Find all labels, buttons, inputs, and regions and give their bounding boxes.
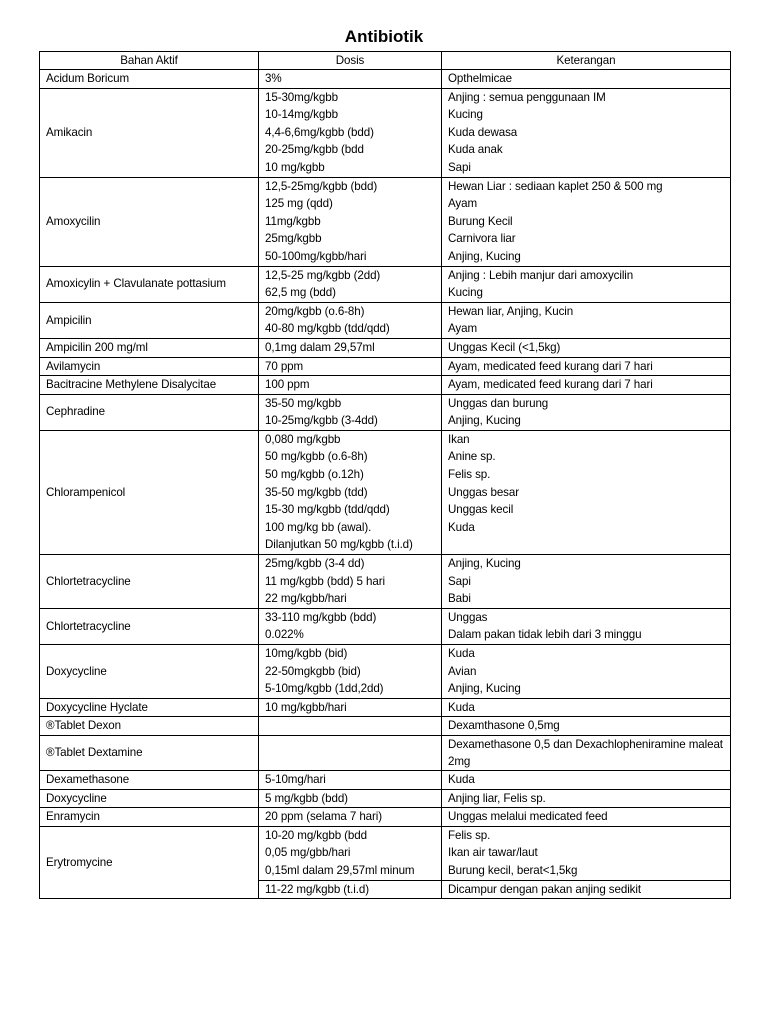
note-line: Anjing liar, Felis sp.: [448, 791, 546, 805]
table-row: [40, 357, 731, 376]
page-title: Antibiotik: [344, 27, 424, 46]
dose-line: 25mg/kgbb (3-4 dd): [265, 557, 365, 571]
dose-cell: [259, 430, 442, 554]
table-row: [40, 735, 731, 770]
note-cell: [442, 266, 731, 302]
dose-cell: [259, 789, 442, 808]
active-ingredient-cell: Chlortetracycline: [40, 555, 259, 609]
note-cell: [442, 645, 731, 699]
dose-line: 10-25mg/kgbb (3-4dd): [265, 414, 378, 428]
active-ingredient-cell: Doxycycline: [40, 789, 259, 808]
table-row: [40, 555, 731, 609]
note-line: Ayam, medicated feed kurang dari 7 hari: [448, 378, 653, 392]
table-row: [40, 70, 731, 89]
note-line: Dexamethasone 0,5 dan Dexachlopheniramine maleat 2mg: [448, 737, 723, 768]
antibiotic-table: [39, 51, 731, 899]
note-line: Anjing, Kucing: [448, 414, 521, 428]
dose-line: 11mg/kgbb: [265, 214, 321, 228]
note-line: Ayam: [448, 322, 478, 336]
dose-line: [265, 744, 435, 762]
dose-line: [265, 717, 435, 735]
note-line: Unggas melalui medicated feed: [448, 810, 608, 824]
dose-cell: [259, 698, 442, 717]
note-cell: [442, 808, 731, 827]
dose-line: 10-14mg/kgbb: [265, 108, 338, 122]
dose-cell: [259, 88, 442, 177]
table-row: [40, 302, 731, 338]
dose-line: 100 mg/kg bb (awal).: [265, 520, 372, 534]
note-line: Hewan liar, Anjing, Kucin: [448, 304, 574, 318]
dose-line: 35-50 mg/kgbb: [265, 396, 342, 410]
dose-line: 5-10mg/kgbb (1dd,2dd): [265, 682, 384, 696]
dose-line: 0,15ml dalam 29,57ml minum: [265, 863, 415, 877]
note-cell: [442, 430, 731, 554]
note-line: Dexamthasone 0,5mg: [448, 719, 560, 733]
note-line: Anjing, Kucing: [448, 557, 521, 571]
dose-line: 11 mg/kgbb (bdd) 5 hari: [265, 574, 385, 588]
active-ingredient-cell: Amoxicylin + Clavulanate pottasium: [40, 266, 259, 302]
dose-cell: [259, 880, 442, 899]
dose-cell: [259, 826, 442, 880]
dose-line: 4,4-6,6mg/kgbb (bdd): [265, 125, 374, 139]
header-keterangan: Keterangan: [442, 52, 731, 70]
dose-cell: [259, 70, 442, 89]
dose-line: 15-30 mg/kgbb (tdd/qdd): [265, 503, 390, 517]
dose-line: 40-80 mg/kgbb (tdd/qdd): [265, 322, 390, 336]
dose-cell: [259, 177, 442, 266]
header-dosis: Dosis: [259, 52, 442, 70]
note-line: Kuda: [448, 700, 475, 714]
note-line: Babi: [448, 592, 471, 606]
table-row: [40, 770, 731, 789]
note-cell: [442, 338, 731, 357]
note-line: Ikan air tawar/laut: [448, 846, 538, 860]
table-row: [40, 826, 731, 880]
note-line: [448, 536, 724, 554]
dose-line: 22 mg/kgbb/hari: [265, 592, 347, 606]
dose-line: 0,080 mg/kgbb: [265, 432, 341, 446]
dose-cell: [259, 608, 442, 644]
note-cell: [442, 826, 731, 880]
note-cell: [442, 70, 731, 89]
dose-cell: [259, 394, 442, 430]
note-line: Unggas kecil: [448, 503, 514, 517]
note-line: Dalam pakan tidak lebih dari 3 minggu: [448, 628, 642, 642]
note-cell: [442, 880, 731, 899]
dose-cell: [259, 735, 442, 770]
note-cell: [442, 394, 731, 430]
note-line: Anine sp.: [448, 450, 496, 464]
dose-cell: [259, 555, 442, 609]
active-ingredient-cell: Doxycycline Hyclate: [40, 698, 259, 717]
table-row: [40, 394, 731, 430]
dose-line: 12,5-25mg/kgbb (bdd): [265, 179, 378, 193]
note-cell: [442, 717, 731, 736]
active-ingredient-cell: Dexamethasone: [40, 770, 259, 789]
active-ingredient-cell: Amoxycilin: [40, 177, 259, 266]
note-line: Anjing : Lebih manjur dari amoxycilin: [448, 268, 634, 282]
dose-line: 20 ppm (selama 7 hari): [265, 810, 383, 824]
dose-line: 0,1mg dalam 29,57ml: [265, 340, 375, 354]
note-line: Unggas Kecil (<1,5kg): [448, 340, 561, 354]
note-line: Carnivora liar: [448, 232, 516, 246]
note-line: Kuda: [448, 520, 475, 534]
dose-line: 0.022%: [265, 628, 304, 642]
note-line: Kuda: [448, 647, 475, 660]
dose-cell: [259, 266, 442, 302]
active-ingredient-cell: ®Tablet Dextamine: [40, 735, 259, 770]
dose-line: 5-10mg/hari: [265, 772, 326, 786]
dose-cell: [259, 808, 442, 827]
note-line: Felis sp.: [448, 468, 491, 482]
note-line: Unggas besar: [448, 485, 519, 499]
note-cell: [442, 789, 731, 808]
note-line: Kucing: [448, 108, 483, 122]
active-ingredient-cell: Erytromycine: [40, 826, 259, 898]
table-row: [40, 608, 731, 644]
note-line: Hewan Liar : sediaan kaplet 250 & 500 mg: [448, 179, 663, 193]
table-row: [40, 430, 731, 554]
note-line: Kuda anak: [448, 143, 503, 157]
table-row: [40, 338, 731, 357]
note-line: Opthelmicae: [448, 72, 512, 85]
dose-cell: [259, 770, 442, 789]
note-cell: [442, 88, 731, 177]
dose-line: 11-22 mg/kgbb (t.i.d): [265, 882, 370, 896]
active-ingredient-cell: Avilamycin: [40, 357, 259, 376]
note-cell: [442, 302, 731, 338]
note-line: Felis sp.: [448, 828, 491, 842]
table-row: [40, 789, 731, 808]
table-row: [40, 698, 731, 717]
dose-line: 10-20 mg/kgbb (bdd: [265, 828, 367, 842]
note-cell: [442, 555, 731, 609]
active-ingredient-cell: Acidum Boricum: [40, 70, 259, 89]
dose-line: 22-50mgkgbb (bid): [265, 664, 361, 678]
dose-line: 33-110 mg/kgbb (bdd): [265, 610, 377, 624]
note-line: Sapi: [448, 574, 471, 588]
dose-line: 25mg/kgbb: [265, 232, 322, 246]
table-row: [40, 717, 731, 736]
note-line: Avian: [448, 664, 477, 678]
active-ingredient-cell: ®Tablet Dexon: [40, 717, 259, 736]
note-line: Burung kecil, berat<1,5kg: [448, 863, 578, 877]
dose-line: 10mg/kgbb (bid): [265, 647, 348, 660]
note-cell: [442, 357, 731, 376]
dose-line: 5 mg/kgbb (bdd): [265, 791, 348, 805]
table-header-row: [40, 52, 731, 70]
note-line: Ayam, medicated feed kurang dari 7 hari: [448, 359, 653, 373]
dose-line: 15-30mg/kgbb: [265, 90, 338, 104]
note-cell: [442, 608, 731, 644]
active-ingredient-cell: Enramycin: [40, 808, 259, 827]
dose-line: 50 mg/kgbb (o.12h): [265, 468, 364, 482]
note-line: Ayam: [448, 197, 478, 211]
note-line: Sapi: [448, 160, 471, 174]
dose-line: 12,5-25 mg/kgbb (2dd): [265, 268, 381, 282]
dose-line: 0,05 mg/gbb/hari: [265, 846, 351, 860]
note-line: Anjing, Kucing: [448, 682, 521, 696]
dose-cell: [259, 338, 442, 357]
active-ingredient-cell: Doxycycline: [40, 645, 259, 699]
dose-cell: [259, 357, 442, 376]
active-ingredient-cell: Cephradine: [40, 394, 259, 430]
active-ingredient-cell: Bacitracine Methylene Disalycitae: [40, 376, 259, 395]
note-cell: [442, 770, 731, 789]
dose-line: 70 ppm: [265, 359, 304, 373]
table-row: [40, 177, 731, 266]
active-ingredient-cell: Ampicilin: [40, 302, 259, 338]
note-cell: [442, 376, 731, 395]
note-line: Dicampur dengan pakan anjing sedikit: [448, 882, 641, 896]
dose-line: Dilanjutkan 50 mg/kgbb (t.i.d): [265, 538, 413, 552]
dose-line: 50 mg/kgbb (o.6-8h): [265, 450, 368, 464]
dose-line: 20-25mg/kgbb (bdd: [265, 143, 364, 157]
note-line: Kucing: [448, 286, 483, 300]
note-line: Kuda dewasa: [448, 125, 518, 139]
dose-cell: [259, 717, 442, 736]
note-line: Anjing : semua penggunaan IM: [448, 90, 606, 104]
dose-line: 3%: [265, 72, 282, 85]
dose-line: 10 mg/kgbb/hari: [265, 700, 347, 714]
note-line: Kuda: [448, 772, 475, 786]
dose-line: 35-50 mg/kgbb (tdd): [265, 485, 368, 499]
active-ingredient-cell: Chlortetracycline: [40, 608, 259, 644]
table-row: [40, 645, 731, 699]
table-row: [40, 266, 731, 302]
active-ingredient-cell: Ampicilin 200 mg/ml: [40, 338, 259, 357]
note-line: Anjing, Kucing: [448, 249, 521, 263]
dose-line: 50-100mg/kgbb/hari: [265, 249, 367, 263]
table-row: [40, 88, 731, 177]
note-cell: [442, 735, 731, 770]
header-bahan-aktif: Bahan Aktif: [40, 52, 259, 70]
note-line: Unggas: [448, 610, 488, 624]
dose-line: 62,5 mg (bdd): [265, 286, 336, 300]
dose-line: 100 ppm: [265, 378, 310, 392]
dose-line: 20mg/kgbb (o.6-8h): [265, 304, 365, 318]
dose-cell: [259, 376, 442, 395]
note-cell: [442, 177, 731, 266]
note-line: Ikan: [448, 432, 470, 446]
note-cell: [442, 698, 731, 717]
dose-cell: [259, 645, 442, 699]
table-row: [40, 376, 731, 395]
active-ingredient-cell: Amikacin: [40, 88, 259, 177]
note-line: Burung Kecil: [448, 214, 513, 228]
table-row: [40, 808, 731, 827]
note-line: Unggas dan burung: [448, 396, 549, 410]
active-ingredient-cell: Chlorampenicol: [40, 430, 259, 554]
dose-line: 125 mg (qdd): [265, 197, 333, 211]
dose-cell: [259, 302, 442, 338]
dose-line: 10 mg/kgbb: [265, 160, 325, 174]
table-body: [40, 70, 731, 899]
